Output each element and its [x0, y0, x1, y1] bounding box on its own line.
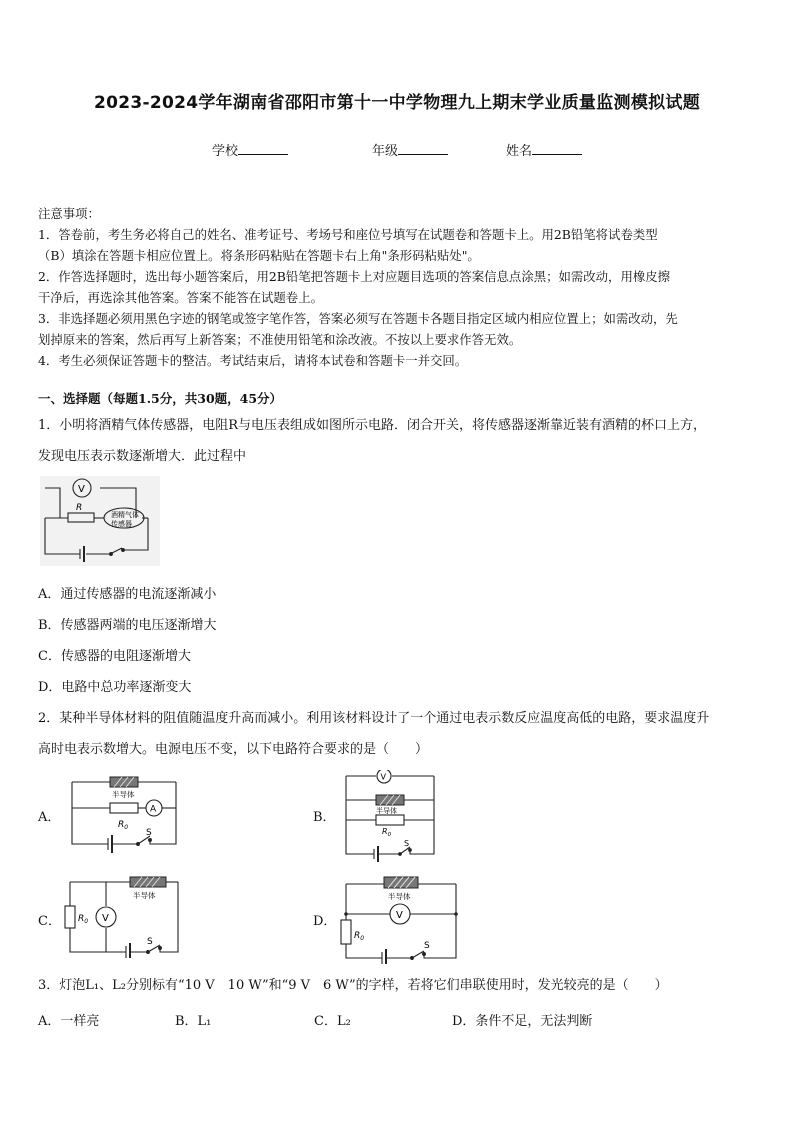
semiconductor-label: 半导体	[388, 892, 411, 901]
voltmeter-label: V	[396, 910, 403, 921]
circuit-d-figure	[340, 872, 462, 964]
name-label: 姓名	[506, 144, 533, 159]
circuit-b-figure	[342, 770, 438, 862]
question-1-line: 1．小明将酒精气体传感器，电阻R与电压表组成如图所示电路．闭合开关，将传感器逐渐靠近装有酒精的杯口上方，	[38, 418, 707, 433]
question-3-option-a[interactable]: A．一样亮	[38, 1014, 100, 1029]
question-3-option-b[interactable]: B．L₁	[175, 1014, 212, 1029]
r0-label: $R_0$	[382, 827, 392, 838]
question-2-option-b[interactable]: B．	[313, 810, 336, 825]
circuit-a-figure	[70, 772, 182, 856]
switch-label: S	[147, 937, 153, 947]
question-3-option-c[interactable]: C．L₂	[314, 1014, 351, 1029]
semiconductor-label: 半导体	[112, 790, 135, 799]
notes-line: （B）填涂在答题卡相应位置上。将条形码粘贴在答题卡右上角"条形码粘贴处"。	[38, 248, 480, 263]
ammeter-label: A	[150, 804, 157, 815]
notes-heading: 注意事项：	[38, 206, 100, 221]
grade-field	[372, 140, 448, 159]
question-1-option-a[interactable]: A．通过传感器的电流逐渐减小	[38, 587, 217, 602]
sensor-label: 传感器	[111, 520, 132, 528]
question-1-line: 发现电压表示数逐渐增大．此过程中	[38, 449, 247, 464]
circuit-c-figure	[62, 874, 182, 958]
r0-label: $R_0$	[354, 931, 365, 942]
grade-label: 年级	[372, 144, 399, 159]
sensor-label: 酒精气体	[111, 511, 139, 519]
question-2-option-a[interactable]: A．	[38, 810, 61, 825]
voltmeter-label: V	[102, 913, 109, 924]
question-3-option-d[interactable]: D．条件不足，无法判断	[452, 1014, 593, 1029]
voltmeter-label: V	[78, 484, 85, 495]
question-1-option-b[interactable]: B．传感器两端的电压逐渐增大	[38, 618, 217, 633]
r0-label: $R_0$	[118, 820, 129, 831]
notes-line: 1．答卷前，考生务必将自己的姓名、准考证号、考场号和座位号填写在试题卷和答题卡上。用2B铅笔将试卷类型	[38, 227, 658, 242]
r0-label: $R_0$	[78, 914, 89, 925]
semiconductor-label: 半导体	[376, 807, 397, 815]
question-2-option-d[interactable]: D．	[313, 914, 337, 929]
question-3-stem: 3．灯泡L₁、L₂分别标有“10 V 10 W”和“9 V 6 W”的字样，若将它们串联使用时，发光较亮的是（ ）	[38, 978, 668, 993]
school-field	[212, 140, 288, 159]
switch-label: S	[146, 828, 152, 838]
semiconductor-label: 半导体	[133, 891, 156, 900]
question-2-line: 高时电表示数增大。电源电压不变，以下电路符合要求的是（ ）	[38, 742, 429, 757]
question-2-option-c[interactable]: C．	[38, 914, 61, 929]
switch-label: S	[424, 941, 430, 951]
section-heading: 一、选择题（每题1.5分，共30题，45分）	[38, 391, 283, 406]
question-1-option-d[interactable]: D．电路中总功率逐渐变大	[38, 680, 192, 695]
school-label: 学校	[212, 144, 239, 159]
switch-label: S	[404, 839, 410, 848]
notes-line: 2．作答选择题时，选出每小题答案后，用2B铅笔把答题卡上对应题目选项的答案信息点涂黑；如需改动，用橡皮擦	[38, 269, 671, 284]
question-1-stem	[38, 410, 760, 472]
name-blank	[532, 142, 582, 155]
page-title: 2023-2024学年湖南省邵阳市第十一中学物理九上期末学业质量监测模拟试题	[93, 93, 701, 113]
question-2-stem	[38, 703, 760, 765]
question-2-line: 2．某种半导体材料的阻值随温度升高而减小。利用该材料设计了一个通过电表示数反应温度高低的电路，要求温度升	[38, 711, 710, 726]
name-field	[506, 140, 582, 159]
voltmeter-label: V	[380, 772, 386, 782]
resistor-label: R	[76, 503, 83, 513]
notes-line: 划掉原来的答案，然后再写上新答案；不准使用铅笔和涂改液。不按以上要求作答无效。	[38, 332, 522, 347]
notes-line: 4．考生必须保证答题卡的整洁。考试结束后，请将本试卷和答题卡一并交回。	[38, 353, 468, 368]
school-blank	[238, 142, 288, 155]
notes-line: 3．非选择题必须用黑色字迹的钢笔或签字笔作答，答案必须写在答题卡各题目指定区域内相应位置上；如需改动，先	[38, 311, 678, 326]
question-1-option-c[interactable]: C．传感器的电阻逐渐增大	[38, 649, 191, 664]
question-1-circuit-figure	[40, 476, 160, 566]
notes-line: 干净后，再选涂其他答案。答案不能答在试题卷上。	[38, 290, 323, 305]
grade-blank	[398, 142, 448, 155]
exam-notes	[38, 203, 760, 371]
